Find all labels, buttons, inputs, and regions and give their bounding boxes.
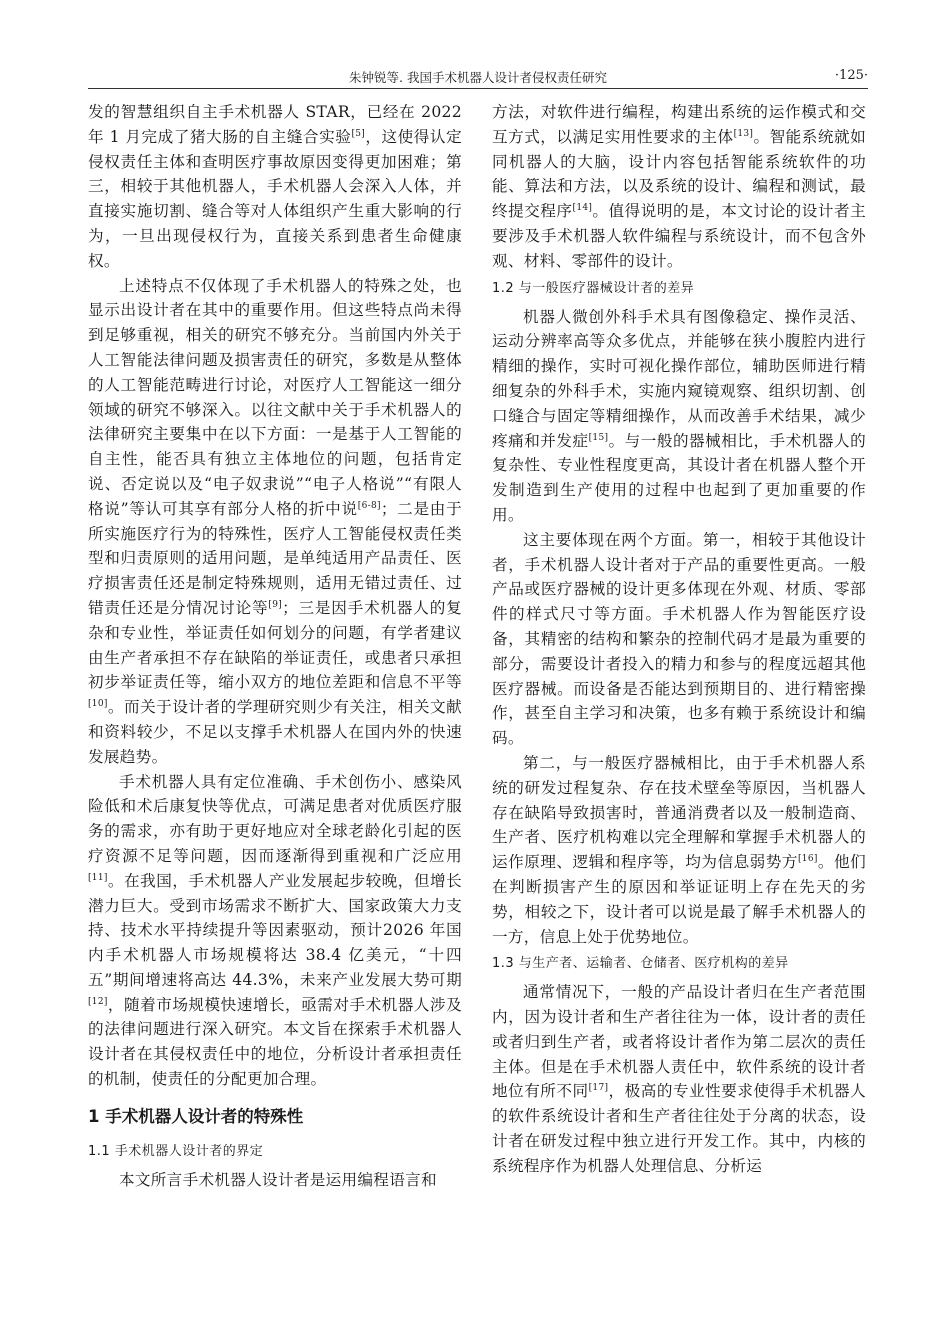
right-column	[492, 100, 866, 1179]
paragraph: 上述特点不仅体现了手术机器人的特殊之处，也显示出设计者在其中的重要作用。但这些特点尚未得到足够重视，相关的研究不够充分。当前国内外关于人工智能法律问题及损害责任的研究，多数是从整体的人工智能范畴进行讨论，对医疗人工智能这一细分领域的研究不够深入。以往文献中关于手术机器人的法律研究主要集中在以下方面：一是基于人工智能的自主性，能否具有独立主体地位的问题，包括肯定说、否定说以及“电子奴隶说”“电子人格说”“有限人格说”等认可其享有部分人格的折中说[6-8]；二是由于所实施医疗行为的特殊性，医疗人工智能侵权责任类型和归责原则的适用问题，是单纯适用产品责任、医疗损害责任还是制定特殊规则，适用无错过责任、过错责任还是分情况讨论等[9]；三是因手术机器人的复杂和专业性，举证责任如何划分的问题，有学者建议由生产者承担不存在缺陷的举证责任，或患者只承担初步举证责任等，缩小双方的地位差距和信息不平等[10]。而关于设计者的学理研究则少有关注，相关文献和资料较少，不足以支撑手术机器人在国内外的快速发展趋势。	[88, 276, 462, 766]
paragraph: 方法，对软件进行编程，构建出系统的运作模式和交互方式，以满足实用性要求的主体[13]。智能系统就如同机器人的大脑，设计内容包括智能系统软件的功能、算法和方法，以及系统的设计、编程和测试，最终提交程序[14]。值得说明的是，本文讨论的设计者主要涉及手术机器人软件编程与系统设计，而不包含外观、材料、零部件的设计。	[492, 103, 866, 270]
paragraph: 第二，与一般医疗器械相比，由于手术机器人系统的研发过程复杂、存在技术壁垒等原因，当机器人存在缺陷导致损害时，普通消费者以及一般制造商、生产者、医疗机构难以完全理解和掌握手术机器人的运作原理、逻辑和程序等，均为信息弱势方[16]。他们在判断损害产生的原因和举证证明上存在先天的劣势，相较之下，设计者可以说是最了解手术机器人的一方，信息上处于优势地位。	[492, 753, 867, 946]
paragraph: 本文所言手术机器人设计者是运用编程语言和	[119, 1170, 437, 1189]
subsection-heading: 1.2 与一般医疗器械设计者的差异	[492, 280, 695, 296]
subsection-heading: 1.3 与生产者、运输者、仓储者、医疗机构的差异	[492, 956, 789, 972]
running-title: 朱钟锐等. 我国手术机器人设计者侵权责任研究	[349, 70, 607, 85]
page-number: ·125·	[834, 68, 868, 83]
subsection-heading: 1.1 手术机器人设计者的界定	[88, 1143, 264, 1159]
page-header	[88, 66, 868, 89]
section-heading: 1 手术机器人设计者的特殊性	[88, 1106, 304, 1126]
paragraph: 手术机器人具有定位准确、手术创伤小、感染风险低和术后康复快等优点，可满足患者对优质医疗服务的需求，亦有助于更好地应对全球老龄化引起的医疗资源不足等问题，因而逐渐得到重视和广泛应用[11]。在我国，手术机器人产业发展起步较晚，但增长潜力巨大。受到市场需求不断扩大、国家政策大力支持、技术水平持续提升等因素驱动，预计2026 年国内手术机器人市场规模将达 38.4 亿美元，“十四五”期间增速将高达 44.3%，未来产业发展大势可期[12]，随着市场规模快速增长，亟需对手术机器人涉及的法律问题进行深入研究。本文旨在探索手术机器人设计者在其侵权责任中的地位，分析设计者承担责任的机制，使责任的分配更加合理。	[88, 772, 462, 1089]
paragraph: 发的智慧组织自主手术机器人 STAR，已经在 2022年 1 月完成了猪大肠的自主缝合实验[5]，这使得认定侵权责任主体和查明医疗事故原因变得更加困难；第三，相较于其他机器人，手术机器人会深入人体，并直接实施切割、缝合等对人体组织产生重大影响的行为，一旦出现侵权行为，直接关系到患者生命健康权。	[88, 103, 462, 270]
left-column	[88, 100, 462, 1193]
paragraph: 机器人微创外科手术具有图像稳定、操作灵活、运动分辨率高等众多优点，并能够在狭小腹腔内进行精细的操作，实时可视化操作部位，辅助医师进行精细复杂的外科手术，实施内窥镜观察、组织切割、创口缝合与固定等精细操作，从而改善手术结果，减少疼痛和并发症[15]。与一般的器械相比，手术机器人的复杂性、专业性程度更高，其设计者在机器人整个开发制造到生产使用的过程中也起到了更加重要的作用。	[492, 307, 866, 524]
paragraph: 这主要体现在两个方面。第一，相较于其他设计者，手术机器人设计者对于产品的重要性更高。一般产品或医疗器械的设计更多体现在外观、材质、零部件的样式尺寸等方面。手术机器人作为智能医疗设备，其精密的结构和繁杂的控制代码才是最为重要的部分，需要设计者投入的精力和参与的程度远超其他医疗器械。而设备是否能达到预期目的、进行精密操作，甚至自主学习和决策，也多有赖于系统设计和编码。	[492, 530, 866, 748]
paragraph: 通常情况下，一般的产品设计者归在生产者范围内，因为设计者和生产者往往为一体，设计者的责任或者归到生产者，或者将设计者作为第二层次的责任主体。但是在手术机器人责任中，软件系统的设计者地位有所不同[17]，极高的专业性要求使得手术机器人的软件系统设计者和生产者往往处于分离的状态，设计者在研发过程中独立进行开发工作。其中，内核的系统程序作为机器人处理信息、分析运	[492, 983, 866, 1175]
